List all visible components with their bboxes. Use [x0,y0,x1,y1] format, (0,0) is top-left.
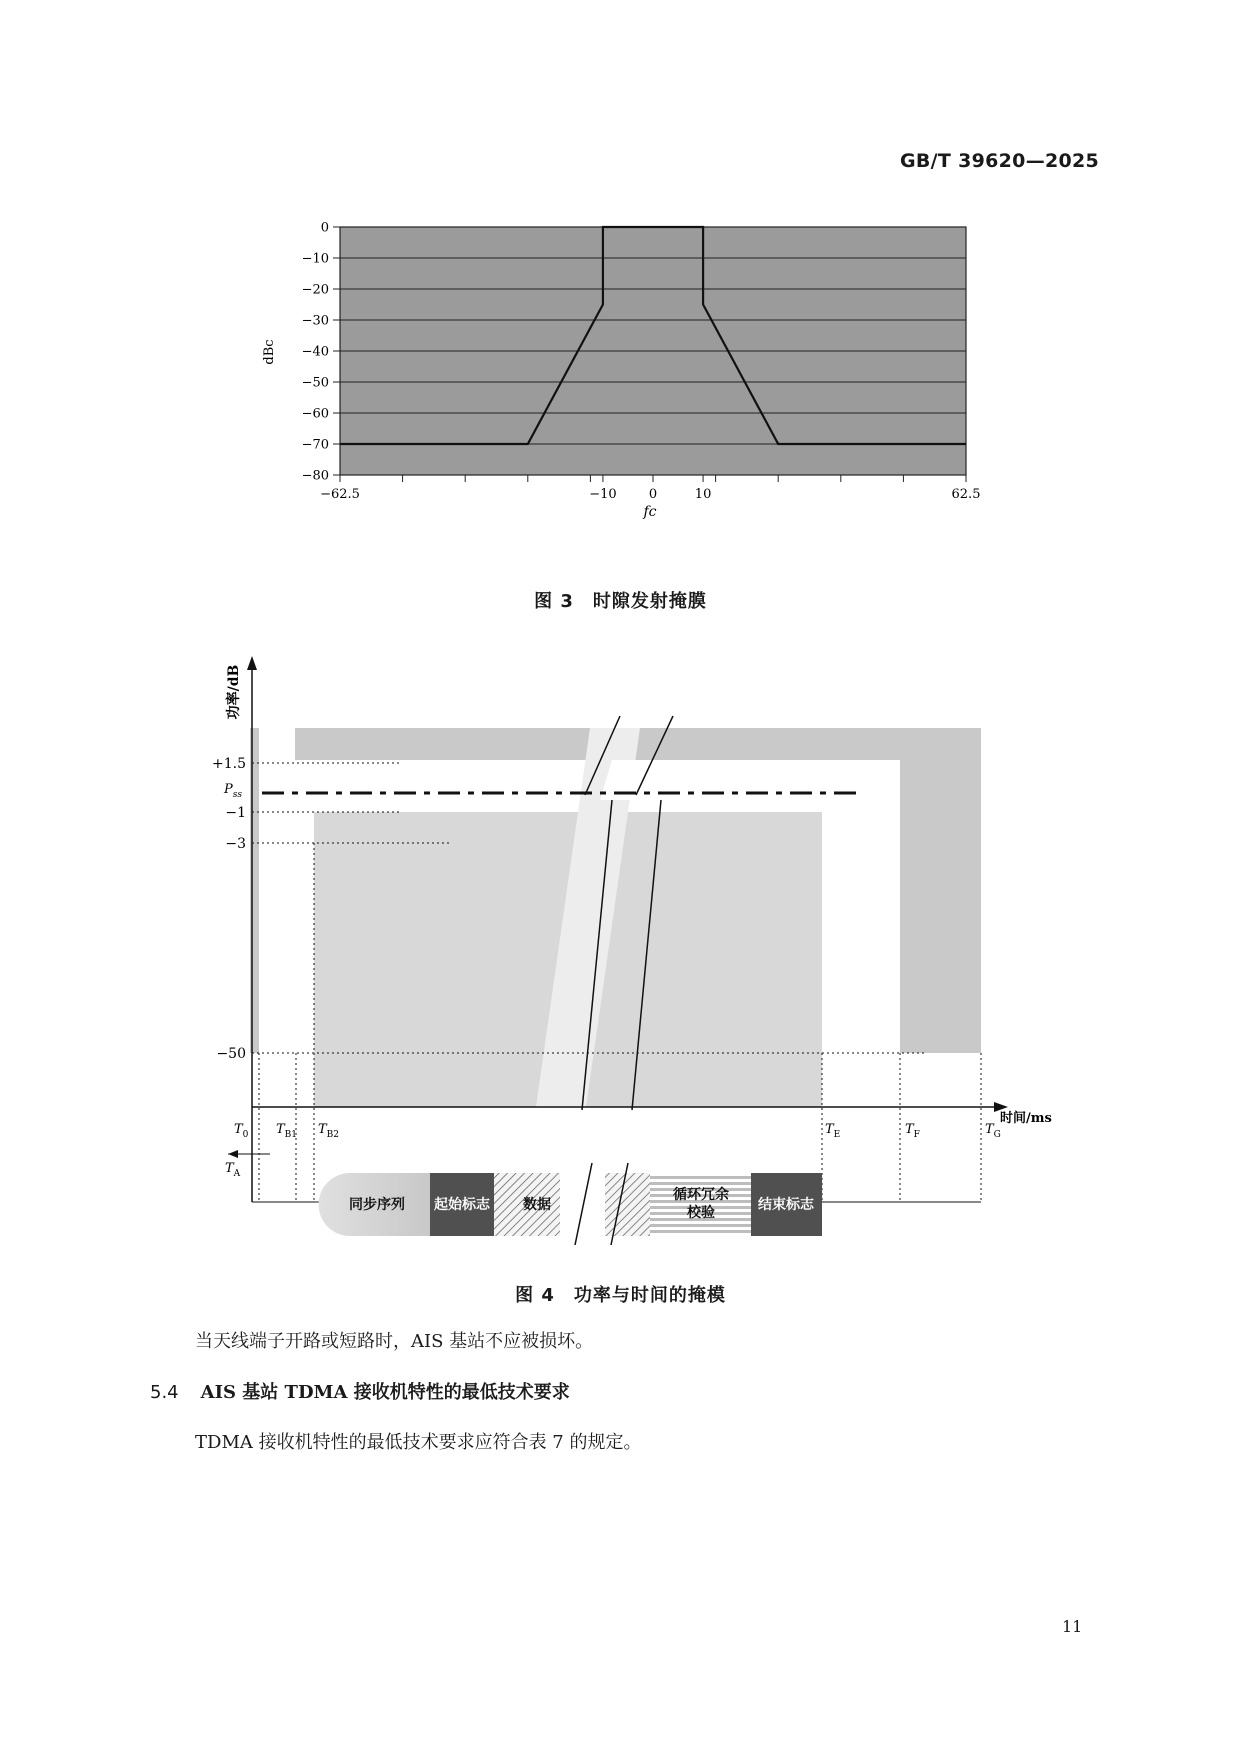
figure3-caption: 图 3 时隙发射掩膜 [534,591,707,612]
chart-y-axis-label: dBc [262,339,277,365]
figure4-diagram [0,640,1241,1250]
chart-y-tick-label: −40 [301,344,329,360]
marker-tg: $T_G$ [985,1122,1001,1140]
paragraph-tdma: TDMA 接收机特性的最低技术要求应符合表 7 的规定。 [195,1432,642,1453]
y-axis-label: 功率/dB [226,664,242,720]
field-data-label: 数据 [523,1197,551,1213]
chart-y-tick-label: −10 [301,251,329,267]
y-axis-arrow [247,656,257,670]
figure4-caption: 图 4 功率与时间的掩模 [515,1285,726,1306]
chart-y-tick-label: −60 [301,406,329,422]
level-label-minus1: −1 [225,805,246,821]
chart-y-tick-label: −30 [301,313,329,329]
chart-y-tick-label: −20 [301,282,329,298]
chart-x-axis-label: fc [643,504,657,520]
chart-y-tick-label: −80 [301,468,329,484]
field-start-label: 起始标志 [434,1197,490,1213]
level-label-minus50: −50 [216,1046,246,1062]
chart-x-tick-label: 62.5 [951,487,981,502]
pss-label: $P_{ss}$ [224,782,242,800]
standard-number: GB/T 39620—2025 [900,150,1100,172]
paragraph-antenna: 当天线端子开路或短路时，AIS 基站不应被损坏。 [195,1331,594,1352]
field-end-label: 结束标志 [758,1197,814,1213]
chart-x-tick-label: −62.5 [320,487,360,502]
chart-x-ticks [320,475,980,502]
marker-t0: $T_0$ [234,1122,249,1140]
figure3-chart [240,200,1000,570]
marker-ta: $T_A$ [225,1161,241,1179]
chart-y-tick-label: −50 [301,375,329,391]
level-label-minus3: −3 [225,836,246,852]
chart-y-tick-label: 0 [320,220,329,236]
field-sync-label: 同步序列 [349,1197,405,1213]
chart-x-tick-label: −10 [589,487,617,502]
x-axis-label: 时间/ms [1000,1111,1052,1126]
marker-tf: $T_F$ [905,1122,920,1140]
marker-tb2: $T_{B2}$ [318,1122,340,1140]
section-title: AIS 基站 TDMA 接收机特性的最低技术要求 [200,1382,570,1403]
marker-te: $T_E$ [825,1122,841,1140]
level-label-plus1.5: +1.5 [212,756,246,772]
page-number: 11 [1062,1617,1083,1636]
chart-y-ticks [302,221,340,484]
section-number: 5.4 [150,1382,179,1403]
chart-y-tick-label: −70 [301,437,329,453]
field-crc-label-2: 校验 [687,1205,715,1221]
marker-tb1: $T_{B1}$ [276,1122,298,1140]
section-heading [150,1378,570,1404]
chart-x-tick-label: 0 [648,487,658,502]
field-crc-label-1: 循环冗余 [673,1187,729,1203]
chart-x-tick-label: 10 [694,487,712,502]
